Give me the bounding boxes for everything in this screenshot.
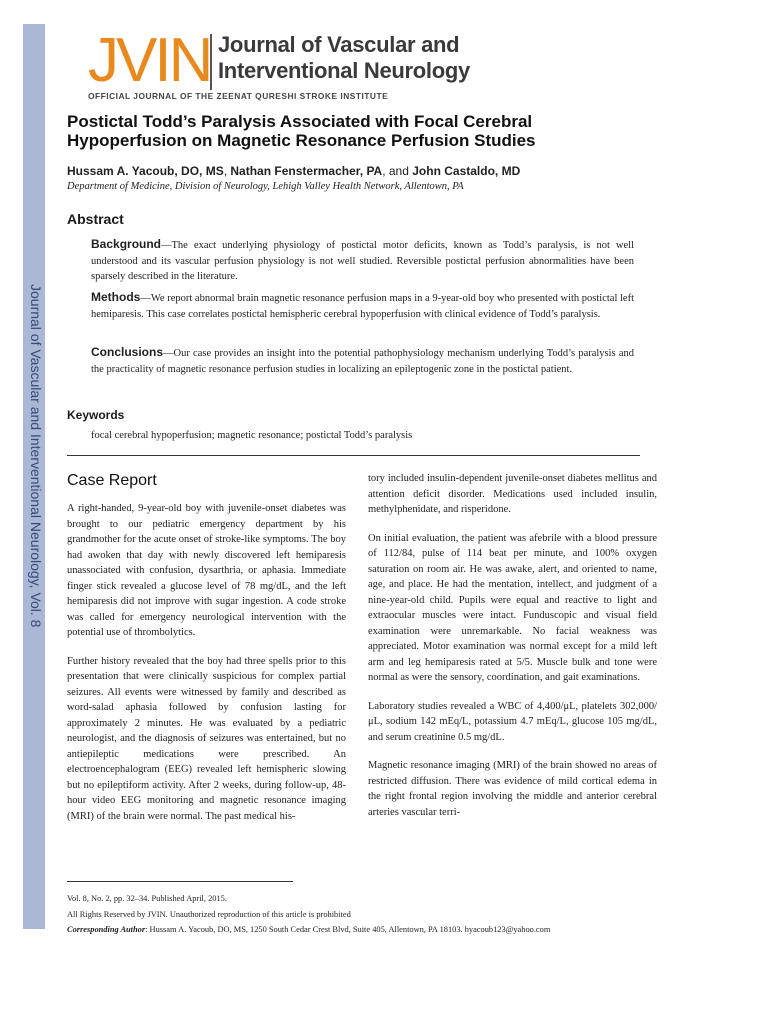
section-divider [67, 455, 640, 456]
corresponding-label: Corresponding Author [67, 925, 146, 934]
body-paragraph: On initial evaluation, the patient was afebrile with a blood pressure of 112/84, pulse of 114 beat per minute, and 100% oxygen saturation on room air. He was awake, alert, and oriented to name, age, and place. He had the mentation, intellect, and judgment of a nine-year-old child. Pupils were equal and reactive to light and extraocular muscles were intact. Funduscopic and visual field examination were unremarkable. No facial weakness was appreciated. Motor examination was normal except for a mild left arm and leg hemiparesis rated at 5/5. Muscle bulk and tone were normal as were the sensory, coordination, and gait examinations. [368, 532, 657, 683]
footnotes [67, 891, 707, 938]
journal-name-line1: Journal of Vascular and [218, 32, 460, 57]
right-column [368, 471, 657, 833]
footnote-volume: Vol. 8, No. 2, pp. 32–34. Published April, 2015. [67, 894, 227, 903]
footnote-divider [67, 881, 293, 882]
author-fenstermacher: Nathan Fenstermacher, PA [230, 164, 383, 178]
keywords-heading: Keywords [67, 408, 125, 422]
keywords-list: focal cerebral hypoperfusion; magnetic resonance; postictal Todd’s paralysis [91, 430, 413, 441]
left-column [67, 501, 346, 837]
abstract-background [91, 237, 634, 285]
body-paragraph: Magnetic resonance imaging (MRI) of the brain showed no areas of restricted diffusion. There was evidence of mild cortical edema in the right frontal region involving the middle and anterior cerebral arteries vascular terri- [368, 760, 657, 818]
logo-mark: JVIN [88, 26, 211, 95]
author-castaldo: John Castaldo, MD [412, 164, 521, 178]
body-paragraph: A right-handed, 9-year-old boy with juvenile-onset diabetes was brought to our pediatric emergency department by his grandmother for the acute onset of stroke-like symptoms. The boy had awoken that day with newly discovered left hemiparesis unassociated with confusion, dysarthria, or aphasia. Immediate finger stick revealed a glucose level of 78 mg/dL, and the left hemiparesis did not improve with sugar ingestion. A code stroke was called for emergency neurological intervention with the potential use of thrombolytics. [67, 503, 346, 638]
abstract-methods [91, 290, 634, 322]
background-label: Background [91, 237, 162, 251]
footnote-rights: All Rights Reserved by JVIN. Unauthorized reproduction of this article is prohibited [67, 909, 351, 919]
logo-divider [210, 34, 212, 90]
body-paragraph: Further history revealed that the boy had three spells prior to this presentation that were clinically suspicious for complex partial seizures. All events were witnessed by family and described as word-salad aphasia followed by confusion lasting for approximately 2 minutes. He was evaluated by a pediatric neurologist, and the diagnosis of seizures was entertained, but no antiepileptic medications were prescribed. An electroencephalogram (EEG) revealed left hemispheric slowing but no epileptiform activity. After 2 weeks, during follow-up, 48-hour video EEG monitoring and magnetic resonance imaging (MRI) of the brain were normal. The past medical his- [67, 655, 346, 822]
journal-name [218, 32, 538, 84]
methods-text: —We report abnormal brain magnetic resonance perfusion maps in a 9-year-old boy who presented with postictal left hemiparesis. This case correlates postictal hemispheric cerebral hypoperfusion with clinical evidence of Todd’s paralysis. [91, 293, 634, 320]
sidebar-journal-title [28, 284, 44, 304]
author-separator: , and [382, 164, 413, 178]
journal-name-line2: Interventional Neurology [218, 58, 470, 83]
abstract-conclusions [91, 345, 634, 377]
abstract-heading: Abstract [67, 211, 124, 227]
author-separator: , [223, 164, 231, 178]
affiliation: Department of Medicine, Division of Neurology, Lehigh Valley Health Network, Allentown, PA [67, 181, 464, 192]
background-text: —The exact underlying physiology of postictal motor deficits, known as Todd’s paralysis, is not well understood and its vascular perfusion physiology is not well studied. Reversible postictal perfusion abnormalities have been sparsely described in the literature. [91, 240, 634, 282]
article-title: Postictal Todd’s Paralysis Associated with Focal Cerebral Hypoperfusion on Magnetic Resonance Perfusion Studies [67, 112, 536, 150]
footnote-corresponding [67, 922, 707, 938]
case-report-heading: Case Report [67, 472, 157, 489]
conclusions-label: Conclusions [91, 345, 164, 359]
conclusions-text: —Our case provides an insight into the potential pathophysiology mechanism underlying Todd’s paralysis and the practicality of magnetic resonance perfusion studies in localizing an epileptogenic zone in the postictal patient. [91, 348, 634, 375]
body-paragraph: tory included insulin-dependent juvenile-onset diabetes mellitus and attention deficit disorder. Medications used included insulin, methylphenidate, and risperidone. [368, 473, 657, 515]
corresponding-text: : Hussam A. Yacoub, DO, MS, 1250 South Cedar Crest Blvd, Suite 405, Allentown, PA 18103. hyacoub123@yahoo.com [145, 925, 551, 934]
methods-label: Methods [91, 290, 141, 304]
author-list [67, 164, 687, 178]
body-paragraph: Laboratory studies revealed a WBC of 4,400/μL, platelets 302,000/μL, sodium 142 mEq/L, potassium 4.7 mEq/L, glucose 105 mg/dL, and serum creatinine 0.5 mg/dL. [368, 700, 657, 743]
journal-subtitle: OFFICIAL JOURNAL OF THE ZEENAT QURESHI STROKE INSTITUTE [88, 91, 389, 101]
author-yacoub: Hussam A. Yacoub, DO, MS [67, 164, 224, 178]
